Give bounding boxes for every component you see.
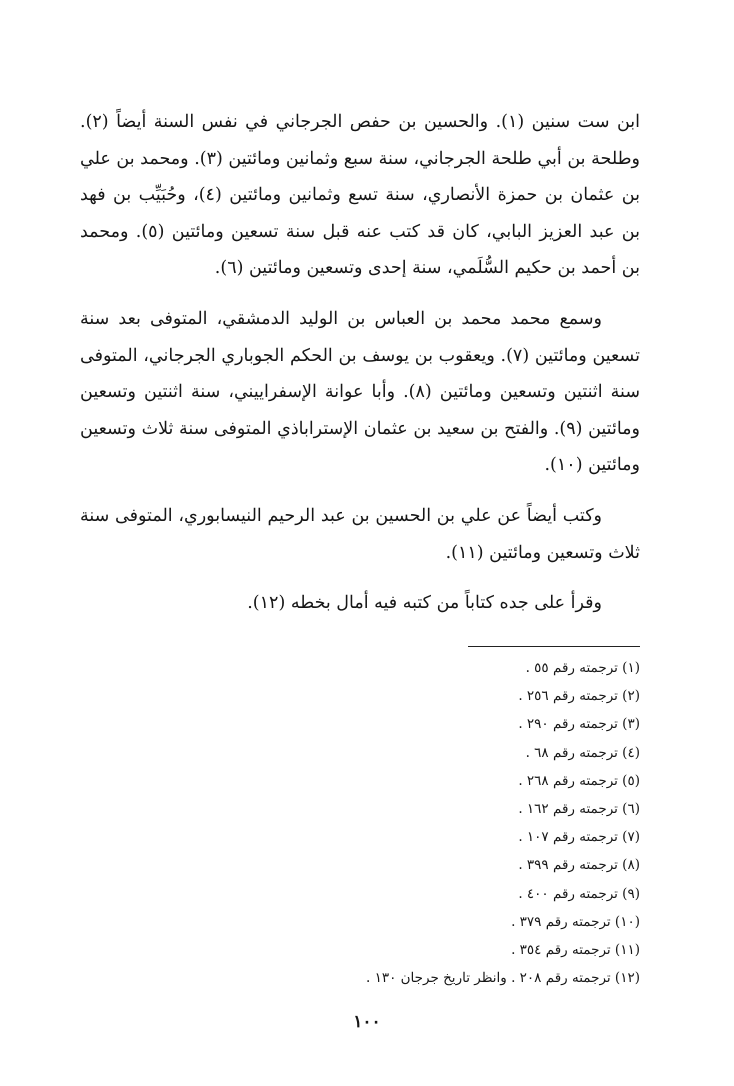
footnote-separator [468, 646, 640, 647]
footnote-2: (٢) ترجمته رقم ٢٥٦ . [518, 688, 640, 705]
main-text [80, 104, 640, 622]
footnote-1: (١) ترجمته رقم ٥٥ . [525, 660, 640, 676]
footnote-5: (٥) ترجمته رقم ٢٦٨ . [518, 772, 640, 789]
footnote-4: (٤) ترجمته رقم ٦٨ . [525, 744, 640, 761]
footnotes [300, 654, 640, 992]
paragraph-1: ابن ست سنين (١). والحسين بن حفص الجرجاني في نفس السنة أيضاً (٢). وطلحة بن أبي طلحة الجرجاني، سنة سبع وثمانين ومائتين (٣). ومحمد بن علي بن عثمان بن حمزة الأنصاري، سنة تسع وثمانين ومائتين (٤)، وحُبَيِّب بن فهد بن عبد العزيز البابي، كان قد كتب عنه قبل سنة تسعين ومائتين (٥). ومحمد بن أحمد بن حكيم السُّلَمي، سنة إحدى وتسعين ومائتين (٦). [80, 112, 640, 279]
footnote-11: (١١) ترجمته رقم ٣٥٤ . [511, 942, 640, 959]
paragraph-4: وقرأ على جده كتاباً من كتبه فيه أمال بخطه (١٢). [247, 593, 602, 614]
footnote-3: (٣) ترجمته رقم ٢٩٠ . [518, 716, 640, 733]
footnote-8: (٨) ترجمته رقم ٣٩٩ . [518, 857, 640, 874]
footnote-7: (٧) ترجمته رقم ١٠٧ . [518, 829, 640, 846]
paragraph-3: وكتب أيضاً عن علي بن الحسين بن عبد الرحيم النيسابوري، المتوفى سنة ثلاث وتسعين ومائتين (١١). [80, 505, 640, 563]
paragraph-2: وسمع محمد محمد بن العباس بن الوليد الدمشقي، المتوفى بعد سنة تسعين ومائتين (٧). ويعقوب بن يوسف بن الحكم الجوباري الجرجاني، المتوفى سنة اثنتين وتسعين ومائتين (٨). وأبا عوانة الإسفراييني، سنة اثنتين وتسعين ومائتين (٩). والفتح بن سعيد بن عثمان الإستراباذي المتوفى سنة ثلاث وتسعين ومائتين (١٠). [80, 308, 640, 476]
footnote-12: (١٢) ترجمته رقم ٢٠٨ . وانظر تاريخ جرجان ١٣٠ . [365, 970, 640, 987]
page-number: ١٠٠ [353, 1012, 381, 1032]
footnote-10: (١٠) ترجمته رقم ٣٧٩ . [511, 913, 640, 930]
footnote-6: (٦) ترجمته رقم ١٦٢ . [518, 801, 640, 818]
footnote-9: (٩) ترجمته رقم ٤٠٠ . [518, 885, 640, 902]
